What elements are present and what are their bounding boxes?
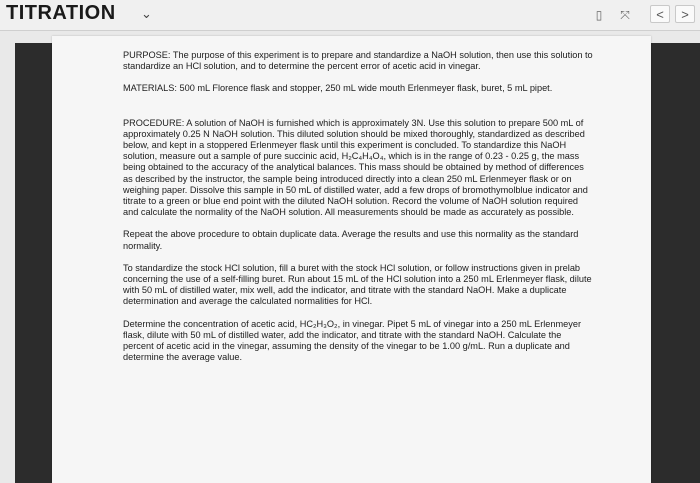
title-bar xyxy=(0,0,700,31)
document-body xyxy=(123,50,593,374)
repeat-paragraph: Repeat the above procedure to obtain duplicate data. Average the results and use this normality as the standard normality. xyxy=(123,229,579,251)
expand-icon[interactable]: ⤧ xyxy=(620,8,630,22)
previous-button[interactable]: < xyxy=(650,5,670,23)
right-panel xyxy=(651,43,700,483)
purpose-paragraph: PURPOSE: The purpose of this experiment is to prepare and standardize a NaOH solution, then use this solution to standardize an HCl solution, and to determine the percent error of acetic acid in vinegar. xyxy=(123,50,593,72)
standardize-hcl-paragraph: To standardize the stock HCl solution, fill a buret with the stock HCl solution, or follow instructions given in prelab concerning the use of a self-filling buret. Run about 15 mL of the HCl solution into a 250 mL Erlenmeyer flask, dilute with 50 mL of distilled water, mix well, add the indicator, and titrate with the standard NaOH. Make a duplicate determination and average the calculated normalities for HCl. xyxy=(123,262,592,307)
document-title: TITRATION xyxy=(6,2,116,24)
next-button[interactable]: > xyxy=(675,5,695,23)
left-panel xyxy=(15,43,52,483)
materials-paragraph: MATERIALS: 500 mL Florence flask and stopper, 250 mL wide mouth Erlenmeyer flask, buret, 5 mL pipet. xyxy=(123,83,553,94)
pin-icon[interactable]: ▯ xyxy=(595,8,603,22)
vinegar-paragraph: Determine the concentration of acetic acid, HC₂H₃O₂, in vinegar. Pipet 5 mL of vinegar into a 250 mL Erlenmeyer flask, dilute with 50 mL of distilled water, add the indicator, and titrate with the standard NaOH. Calculate the percent of acetic acid in the vinegar, assuming the density of the vinegar to be 1.00 g/mL. Run a duplicate and determine the average value. xyxy=(123,318,582,363)
procedure-paragraph: PROCEDURE: A solution of NaOH is furnished which is approximately 3N. Use this solution to prepare 500 mL of approximately 0.25 N NaOH solution. This diluted solution should be mixed thoroughly, standardized as described below, and kept in a stoppered Erlenmeyer flask until this experiment is concluded. To standardize this NaOH solution, measure out a sample of pure succinic acid, H₂C₄H₄O₄, which is in the range of 0.23 - 0.25 g, the mass being obtained to the accuracy of the analytical balances. This mass should be obtained by method of differences as described by the instructor, the sample being introduced directly into a clean 250 mL Erlenmeyer flask or on weighing paper. Dissolve this sample in 50 mL of distilled water, add a few drops of bromothymolblue indicator and titrate to a green or blue end point with the diluted NaOH solution. Record the volume of NaOH solution required and calculate the normality of the NaOH solution. All measurements should be made as accurately as possible. xyxy=(123,117,588,218)
chevron-down-icon[interactable]: ⌄ xyxy=(141,6,152,21)
